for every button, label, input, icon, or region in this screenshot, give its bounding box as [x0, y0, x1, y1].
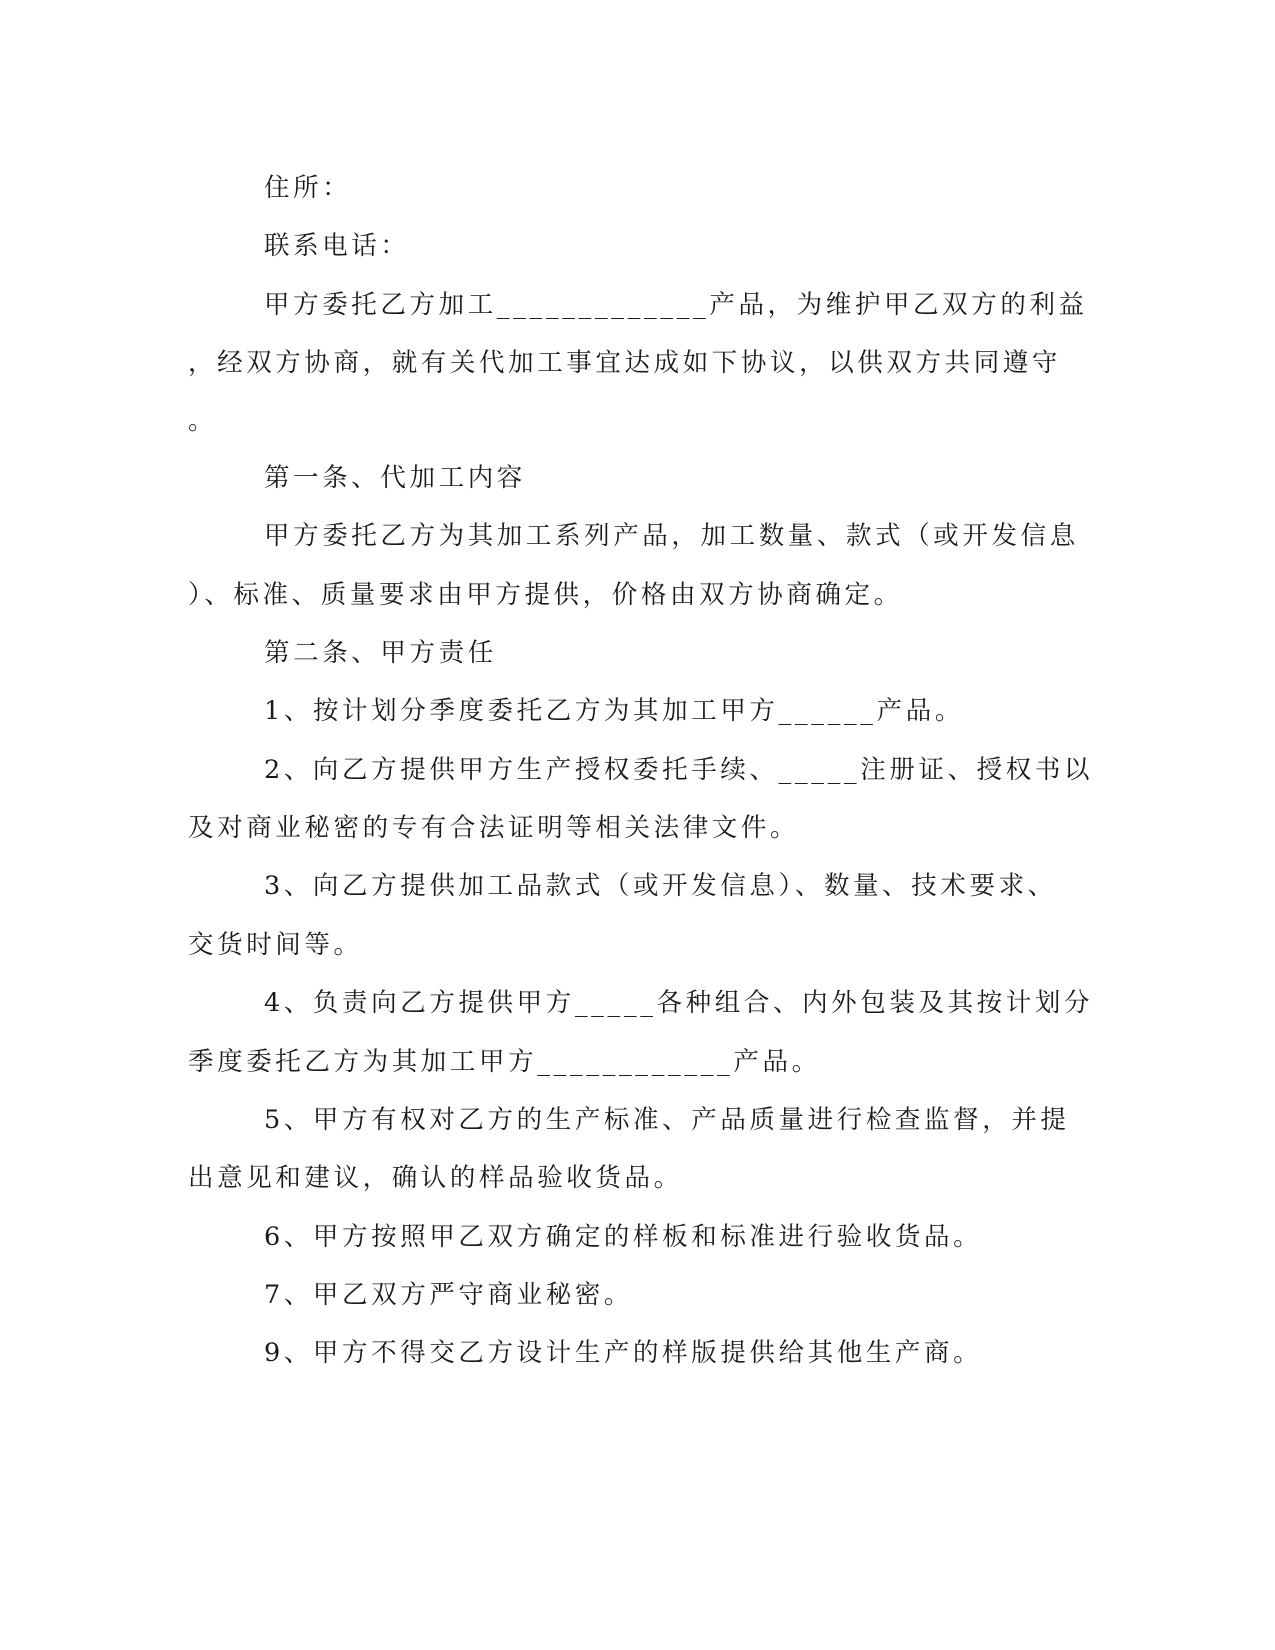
preamble-line-1: 甲方委托乙方加工_____________产品，为维护甲乙双方的利益 — [264, 290, 1088, 320]
clause-5-line-1: 5、甲方有权对乙方的生产标准、产品质量进行检查监督，并提 — [264, 1105, 1070, 1135]
clause-9: 9、甲方不得交乙方设计生产的样版提供给其他生产商。 — [264, 1338, 983, 1368]
article-1-text-line-2: ）、标准、质量要求由甲方提供，价格由双方协商确定。 — [188, 580, 903, 610]
clause-2-line-1: 2、向乙方提供甲方生产授权委托手续、_____注册证、授权书以 — [264, 755, 1094, 785]
article-1-heading: 第一条、代加工内容 — [264, 463, 526, 493]
clause-5-line-2: 出意见和建议，确认的样品验收货品。 — [188, 1163, 683, 1193]
clause-3-line-1: 3、向乙方提供加工品款式（或开发信息）、数量、技术要求、 — [264, 871, 1057, 901]
clause-6: 6、甲方按照甲乙双方确定的样板和标准进行验收货品。 — [264, 1222, 983, 1252]
clause-4-line-1: 4、负责向乙方提供甲方_____各种组合、内外包装及其按计划分 — [264, 988, 1094, 1018]
article-2-heading: 第二条、甲方责任 — [264, 638, 497, 668]
residence-label: 住所： — [264, 173, 352, 203]
clause-4-line-2: 季度委托乙方为其加工甲方____________产品。 — [188, 1047, 821, 1077]
clause-7: 7、甲乙双方严守商业秘密。 — [264, 1280, 634, 1310]
article-1-text-line-1: 甲方委托乙方为其加工系列产品，加工数量、款式（或开发信息 — [264, 521, 1079, 551]
preamble-line-2: ，经双方协商，就有关代加工事宜达成如下协议，以供双方共同遵守 — [188, 348, 1062, 378]
clause-3-line-2: 交货时间等。 — [188, 930, 363, 960]
clause-1: 1、按计划分季度委托乙方为其加工甲方______产品。 — [264, 696, 964, 726]
clause-2-line-2: 及对商业秘密的专有合法证明等相关法律文件。 — [188, 813, 800, 843]
phone-label: 联系电话： — [264, 231, 410, 261]
preamble-line-3: 。 — [188, 406, 218, 436]
